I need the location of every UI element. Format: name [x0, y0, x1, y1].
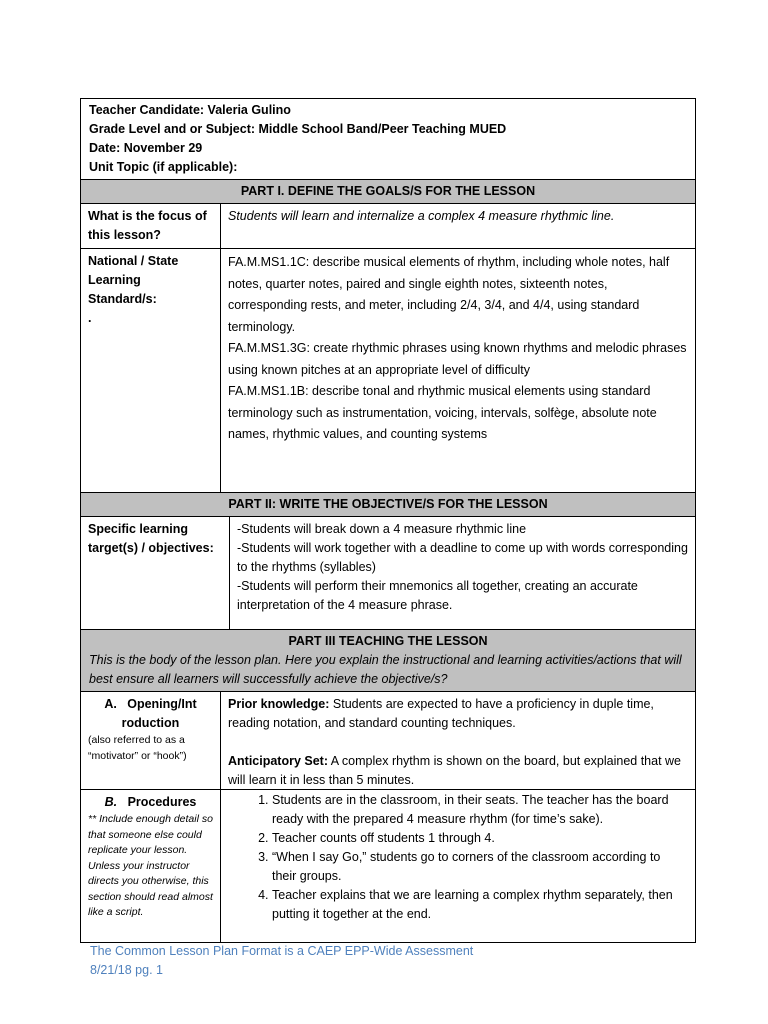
footer: [90, 942, 473, 980]
part3-intro: This is the body of the lesson plan. Here you explain the instructional and learning activities/actions that will best ensure all learners will successfully achieve the objective/s?: [89, 653, 682, 686]
objective-item: -Students will perform their mnemonics all together, creating an accurate interpretation of the 4 measure phrase.: [237, 579, 638, 612]
anticipatory-label: Anticipatory Set:: [228, 754, 329, 768]
unit-topic: Unit Topic (if applicable):: [89, 160, 238, 174]
procedures-heading: [88, 793, 213, 812]
standards-list: [221, 249, 695, 492]
procedures-note: ** Include enough detail so that someone else could replicate your lesson. Unless your instructor directs you otherwise, this section should read almost like a script.: [88, 813, 213, 918]
procedures-row: [81, 789, 695, 942]
standard-item: FA.M.MS1.1C: describe musical elements of rhythm, including whole notes, half notes, quarter notes, paired and single eighth notes, sixteenth notes, corresponding rests, and meter, including 2/4, 3/4, and 4/4, using standard terminology.: [228, 255, 670, 334]
procedures-list: [228, 791, 688, 924]
footer-page: 8/21/18 pg. 1: [90, 963, 163, 977]
grade-level: Grade Level and or Subject: Middle School Band/Peer Teaching MUED: [89, 122, 507, 136]
opening-row: [81, 691, 695, 789]
objectives-label: Specific learning target(s) / objectives:: [81, 517, 230, 629]
part2-header: [81, 492, 695, 516]
lesson-plan-table: [80, 98, 696, 943]
opening-label: A. Opening/Int roduction: [104, 697, 197, 730]
focus-text: Students will learn and internalize a complex 4 measure rhythmic line.: [228, 209, 615, 223]
header-info: [81, 99, 695, 179]
objective-item: -Students will break down a 4 measure rhythmic line: [237, 522, 527, 536]
opening-note: (also referred to as a “motivator” or “hook”): [88, 734, 187, 762]
standard-item: FA.M.MS1.3G: create rhythmic phrases using known rhythms and melodic phrases using known pitches at an appropriate level of difficulty: [228, 341, 687, 377]
focus-row: [81, 203, 695, 248]
procedures-letter: B.: [104, 795, 118, 809]
part3-header: [81, 629, 695, 691]
procedure-step: 3. “When I say Go,” students go to corners of the classroom according to their groups.: [272, 848, 688, 886]
procedure-step: 2. Teacher counts off students 1 through 4.: [272, 829, 688, 848]
anticipatory-text: A complex rhythm is shown on the board, but explained that we will learn it in less than 5 minutes.: [228, 754, 682, 787]
procedure-step: 1. Students are in the classroom, in their seats. The teacher has the board ready with the prepared 4 measure rhythm (for time’s sake).: [272, 791, 688, 829]
standards-row: [81, 248, 695, 492]
standards-dot: .: [88, 311, 92, 325]
prior-knowledge: [228, 695, 688, 733]
lesson-date: Date: November 29: [89, 141, 203, 155]
teacher-candidate: Teacher Candidate: Valeria Gulino: [89, 103, 291, 117]
part2-title: PART II: WRITE THE OBJECTIVE/S FOR THE LESSON: [81, 493, 695, 516]
part1-title: PART I. DEFINE THE GOALS/S FOR THE LESSON: [81, 180, 695, 203]
anticipatory-set: [228, 752, 688, 790]
footer-assessment: The Common Lesson Plan Format is a CAEP EPP-Wide Assessment: [90, 944, 474, 958]
procedures-label: Procedures: [127, 795, 197, 809]
objectives-list: [230, 517, 695, 629]
prior-label: Prior knowledge:: [228, 697, 330, 711]
prior-text: Students are expected to have a proficiency in duple time, reading notation, and standard counting techniques.: [228, 697, 654, 730]
objectives-row: [81, 516, 695, 629]
part3-title: PART III TEACHING THE LESSON: [288, 634, 488, 648]
standards-label: National / State Learning Standard/s:: [88, 254, 179, 306]
standard-item: FA.M.MS1.1B: describe tonal and rhythmic musical elements using standard terminology such as instrumentation, voicing, intervals, solfège, absolute note names, rhythmic values, and counting systems: [228, 384, 657, 441]
procedure-step: 4. Teacher explains that we are learning a complex rhythm separately, then putting it together at the end.: [272, 886, 688, 924]
part1-header: [81, 179, 695, 203]
focus-label: What is the focus of this lesson?: [81, 204, 221, 248]
objective-item: -Students will work together with a deadline to come up with words corresponding to the rhythms (syllables): [237, 541, 688, 574]
